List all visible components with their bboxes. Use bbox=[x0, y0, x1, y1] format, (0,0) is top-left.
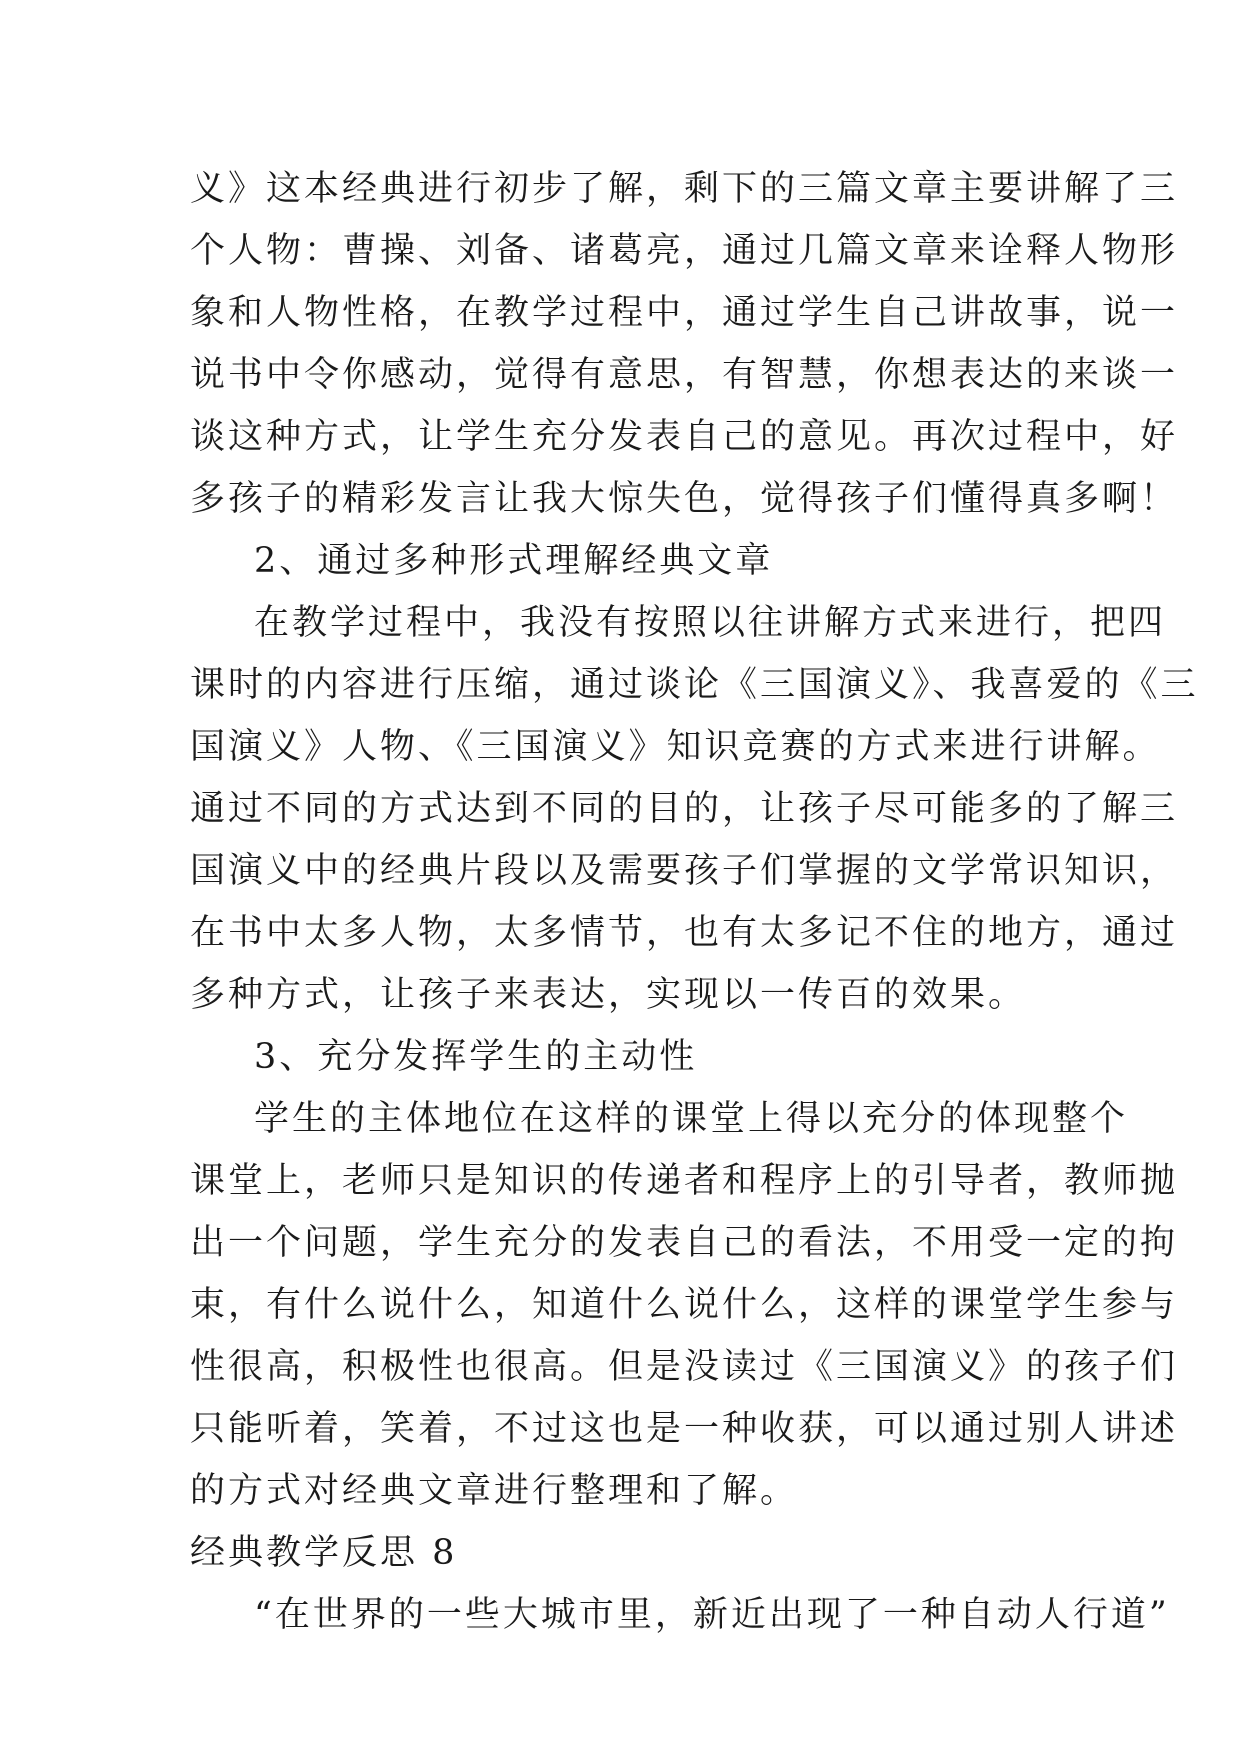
text-line: 谈这种方式，让学生充分发表自己的意见。再次过程中，好 bbox=[190, 417, 1179, 457]
text-line: 3、充分发挥学生的主动性 bbox=[254, 1037, 698, 1077]
text-line: 学生的主体地位在这样的课堂上得以充分的体现整个 bbox=[254, 1099, 1129, 1139]
text-line: 2、通过多种形式理解经典文章 bbox=[254, 541, 774, 581]
text-line: 国演义中的经典片段以及需要孩子们掌握的文学常识知识， bbox=[190, 851, 1179, 891]
text-line: 课堂上，老师只是知识的传递者和程序上的引导者，教师抛 bbox=[190, 1161, 1179, 1201]
text-line: 出一个问题，学生充分的发表自己的看法，不用受一定的拘 bbox=[190, 1223, 1179, 1263]
text-line: 国演义》人物、《三国演义》知识竞赛的方式来进行讲解。 bbox=[190, 727, 1161, 767]
text-line: 束，有什么说什么，知道什么说什么，这样的课堂学生参与 bbox=[190, 1285, 1179, 1325]
text-line: “在世界的一些大城市里，新近出现了一种自动人行道” bbox=[254, 1595, 1170, 1635]
text-line: 个人物：曹操、刘备、诸葛亮，通过几篇文章来诠释人物形 bbox=[190, 231, 1179, 271]
text-line: 课时的内容进行压缩，通过谈论《三国演义》、我喜爱的《三 bbox=[190, 665, 1199, 705]
document-body bbox=[190, 158, 1199, 1646]
text-line: 在教学过程中，我没有按照以往讲解方式来进行，把四 bbox=[254, 603, 1167, 643]
text-line: 义》这本经典进行初步了解，剩下的三篇文章主要讲解了三 bbox=[190, 169, 1179, 209]
text-line: 多种方式，让孩子来表达，实现以一传百的效果。 bbox=[190, 975, 1027, 1015]
text-line: 性很高，积极性也很高。但是没读过《三国演义》的孩子们 bbox=[190, 1347, 1179, 1387]
text-line: 说书中令你感动，觉得有意思，有智慧，你想表达的来谈一 bbox=[190, 355, 1179, 395]
text-line: 经典教学反思 8 bbox=[190, 1533, 458, 1573]
text-line: 的方式对经典文章进行整理和了解。 bbox=[190, 1471, 799, 1511]
text-line: 只能听着，笑着，不过这也是一种收获，可以通过别人讲述 bbox=[190, 1409, 1179, 1449]
text-line: 象和人物性格，在教学过程中，通过学生自己讲故事，说一 bbox=[190, 293, 1179, 333]
text-line: 在书中太多人物，太多情节，也有太多记不住的地方，通过 bbox=[190, 913, 1179, 953]
text-line: 通过不同的方式达到不同的目的，让孩子尽可能多的了解三 bbox=[190, 789, 1179, 829]
text-line: 多孩子的精彩发言让我大惊失色，觉得孩子们懂得真多啊！ bbox=[190, 479, 1179, 519]
